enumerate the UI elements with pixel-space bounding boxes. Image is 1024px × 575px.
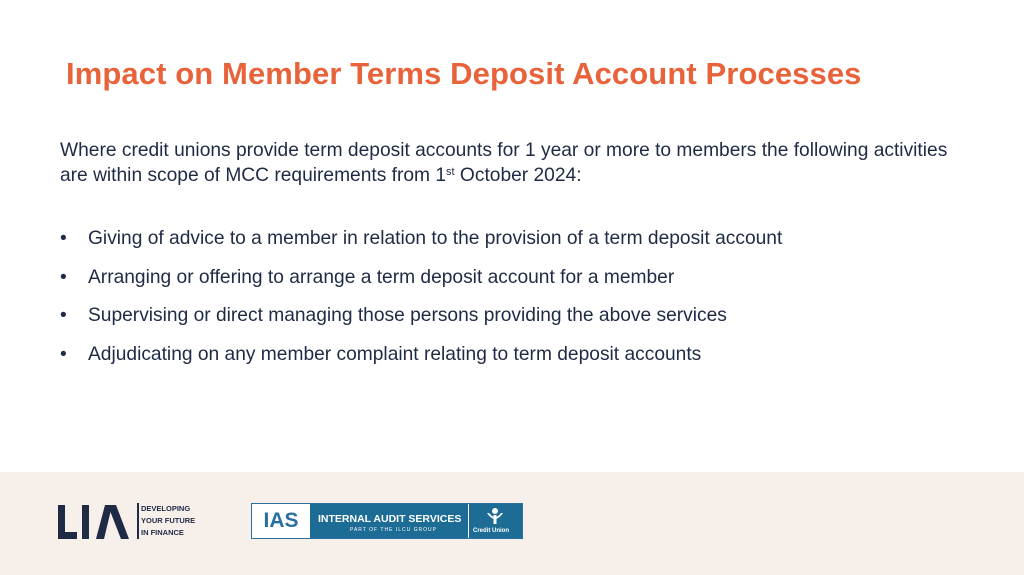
lia-logo bbox=[58, 505, 132, 539]
lia-tagline-line: DEVELOPING bbox=[141, 504, 191, 513]
bullet-item bbox=[60, 226, 980, 265]
lia-tagline-line: IN FINANCE bbox=[141, 528, 184, 537]
lia-tagline-line: YOUR FUTURE bbox=[141, 516, 196, 525]
bullet-text: Supervising or direct managing those persons providing the above services bbox=[88, 305, 727, 326]
slide-title: Impact on Member Terms Deposit Account Processes bbox=[66, 56, 862, 91]
ias-name: INTERNAL AUDIT SERVICES bbox=[318, 513, 462, 525]
lia-tagline bbox=[137, 503, 195, 539]
bullet-icon: • bbox=[60, 228, 67, 249]
ias-mark: IAS bbox=[263, 509, 299, 532]
ias-logo bbox=[251, 503, 523, 539]
bullet-item bbox=[60, 342, 980, 381]
bullet-text: Adjudicating on any member complaint relating to term deposit accounts bbox=[88, 343, 702, 365]
bullet-text: Arranging or offering to arrange a term deposit account for a member bbox=[88, 266, 675, 288]
bullet-icon: • bbox=[60, 343, 67, 365]
bullet-item bbox=[60, 265, 980, 304]
credit-union-label: Credit Union bbox=[473, 528, 509, 534]
intro-text: Where credit unions provide term deposit accounts for 1 year or more to members the following activities are within scope of MCC requirements from 1 bbox=[60, 140, 948, 186]
ias-name-block bbox=[310, 504, 468, 538]
credit-union-logo bbox=[469, 504, 522, 538]
bullet-icon: • bbox=[60, 305, 67, 326]
intro-ordinal-suffix: st bbox=[446, 166, 455, 178]
ias-subtitle: PART OF THE ILCU GROUP bbox=[350, 527, 437, 533]
intro-date-end: October 2024: bbox=[454, 165, 582, 186]
bullet-icon: • bbox=[60, 266, 67, 288]
bullet-item bbox=[60, 303, 980, 342]
bullet-list bbox=[60, 226, 980, 380]
intro-paragraph bbox=[60, 138, 970, 188]
bullet-text: Giving of advice to a member in relation to the provision of a term deposit account bbox=[88, 228, 783, 249]
credit-union-icon bbox=[484, 507, 506, 527]
